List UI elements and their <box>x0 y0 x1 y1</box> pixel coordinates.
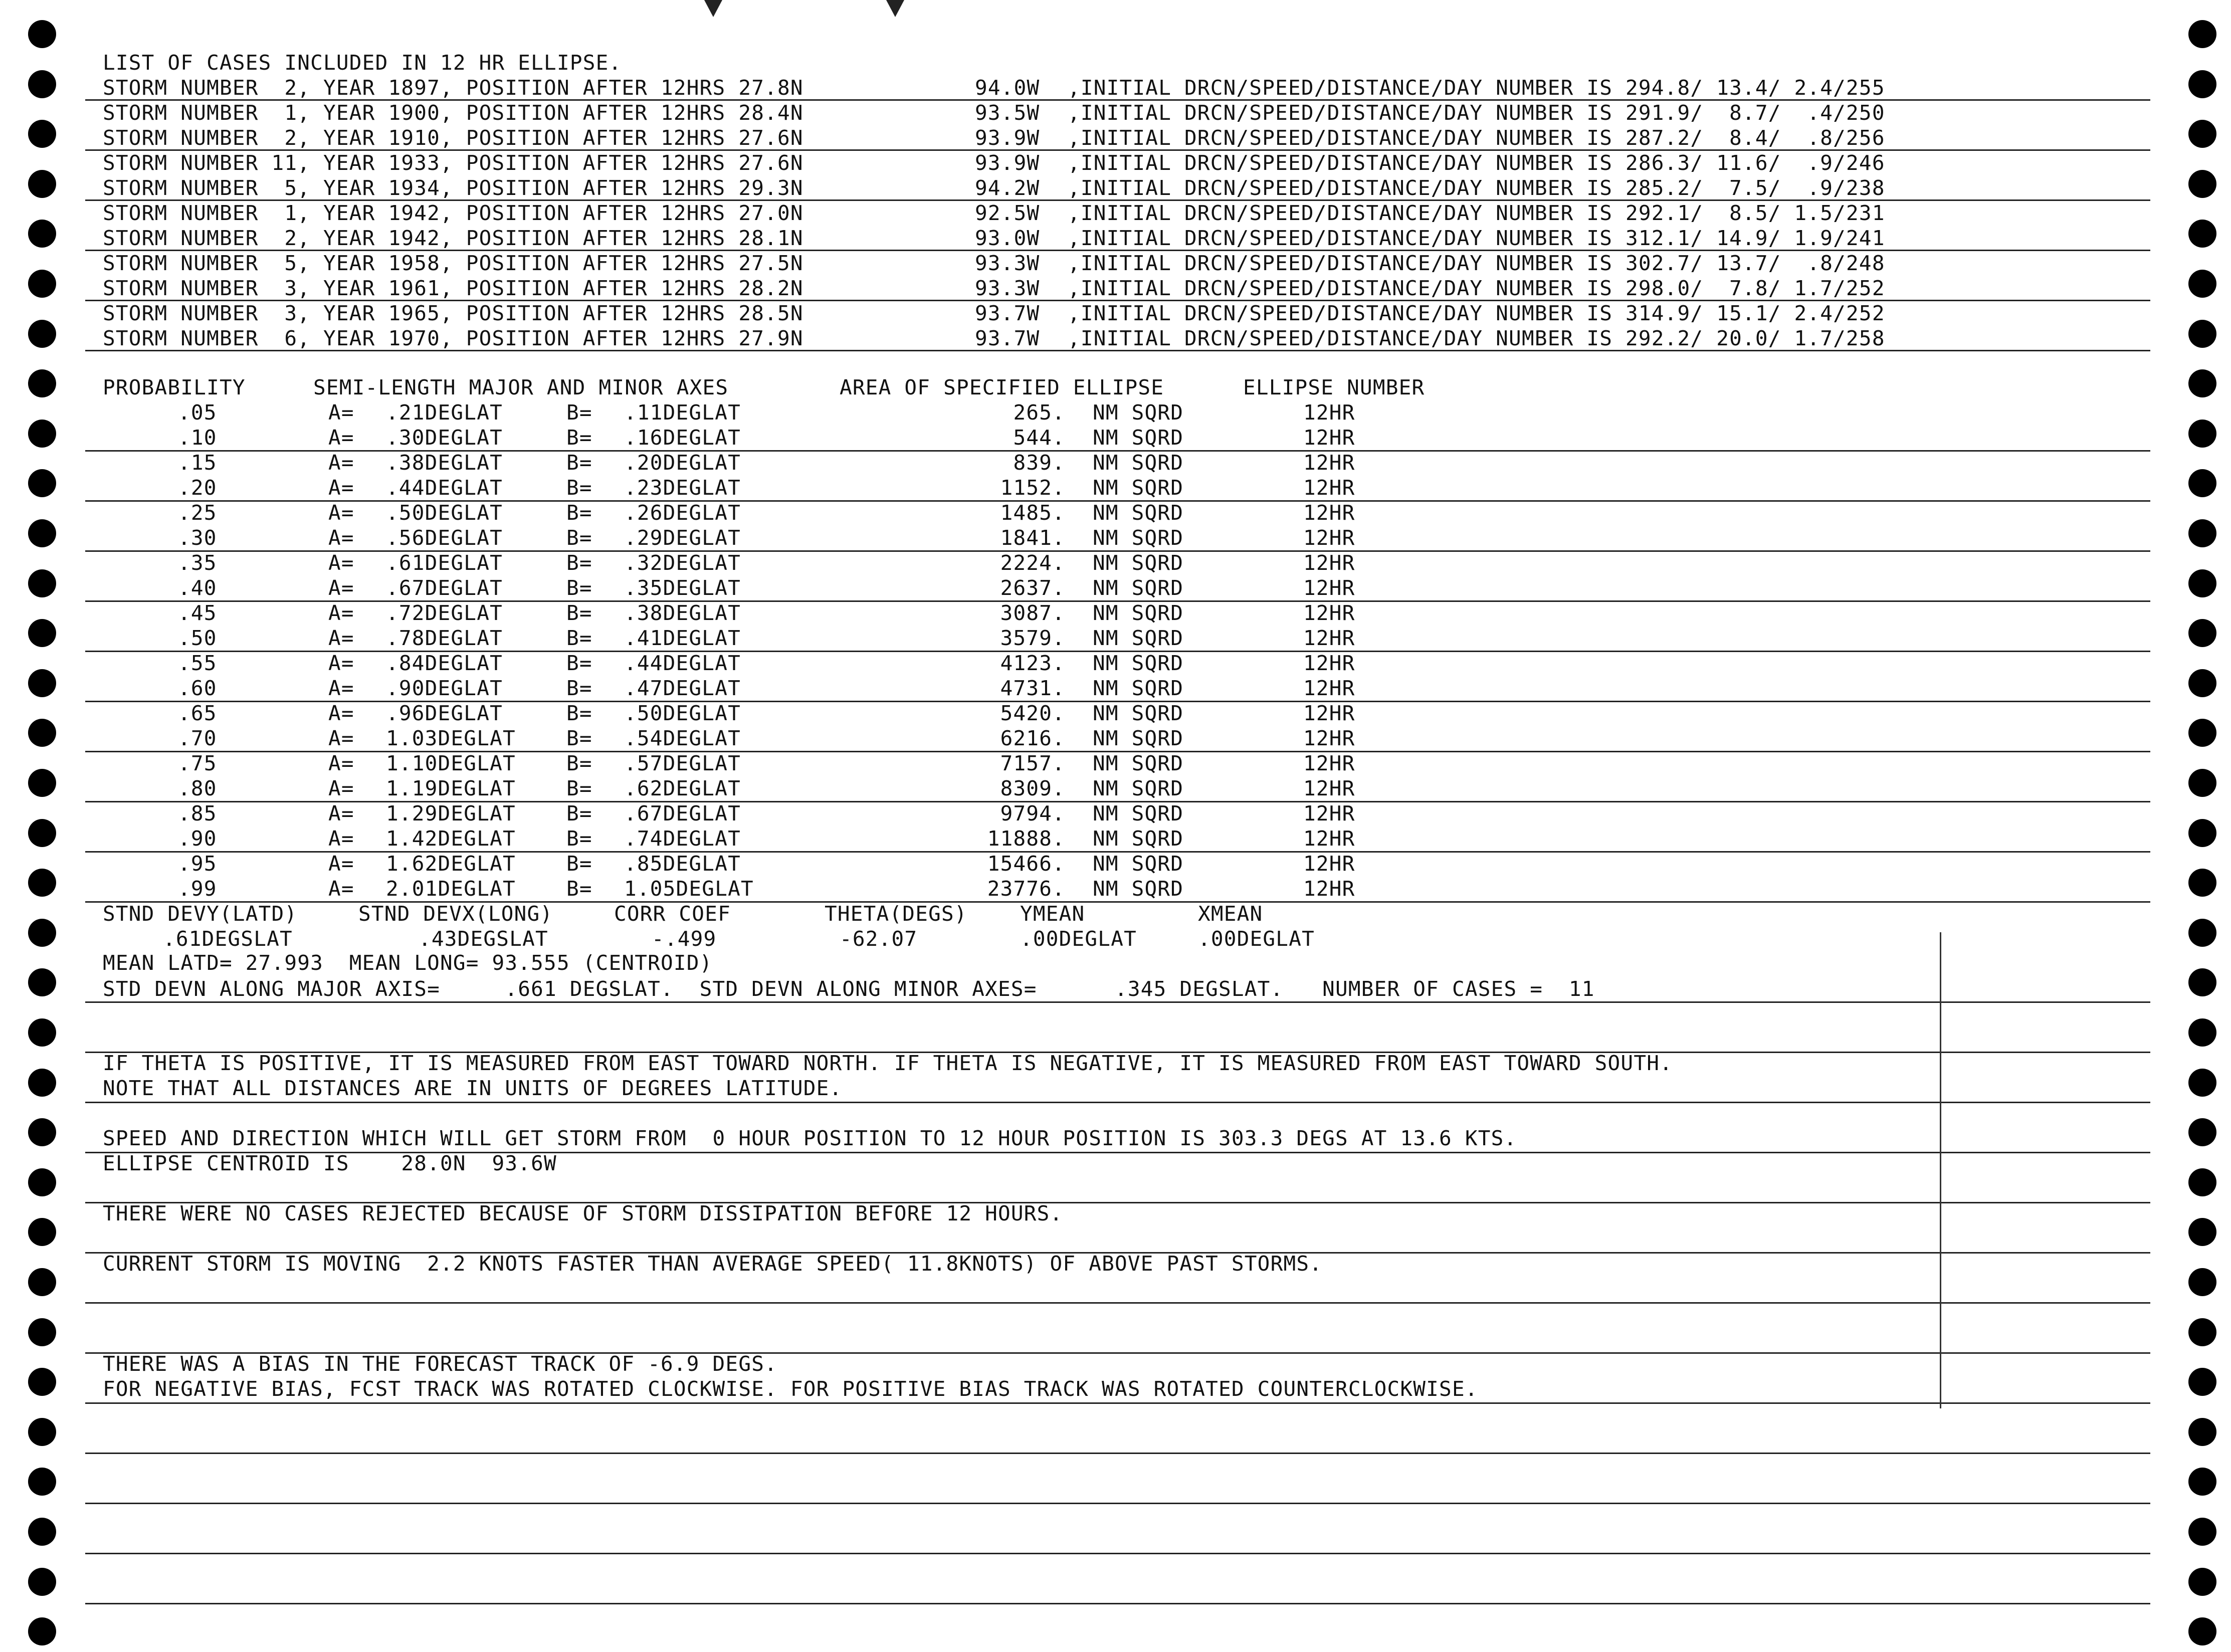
ellipse-number: 12HR <box>1303 751 1355 775</box>
storm-longitude: 93.3W <box>975 276 1040 300</box>
prob-value: .80 <box>178 776 217 800</box>
a-value: .96DEGLAT <box>386 701 503 725</box>
area-unit: NM SQRD <box>1093 877 1184 901</box>
prob-value: .45 <box>178 601 217 625</box>
storm-longitude: 93.9W <box>975 126 1040 150</box>
area-unit: NM SQRD <box>1093 526 1184 550</box>
ellipse-number: 12HR <box>1303 801 1355 825</box>
a-label: A= <box>328 852 354 876</box>
prob-value: .95 <box>178 852 217 876</box>
area-value: 23776. <box>987 877 1065 901</box>
stats-value-ymean: .00DEGLAT <box>1020 927 1137 951</box>
tractor-hole <box>28 1118 56 1146</box>
b-label: B= <box>566 701 592 725</box>
b-value: .54DEGLAT <box>624 726 741 750</box>
prob-value: .85 <box>178 801 217 825</box>
storm-initial-motion: ,INITIAL DRCN/SPEED/DISTANCE/DAY NUMBER IS 291.9/ 8.7/ .4/250 <box>1068 101 1885 125</box>
ruled-line <box>85 1503 2150 1504</box>
a-label: A= <box>328 601 354 625</box>
storm-initial-motion: ,INITIAL DRCN/SPEED/DISTANCE/DAY NUMBER IS 292.2/ 20.0/ 1.7/258 <box>1068 326 1885 350</box>
tractor-hole <box>2188 70 2216 98</box>
area-value: 544. <box>1013 426 1065 450</box>
area-unit: NM SQRD <box>1093 400 1184 425</box>
storm-position: STORM NUMBER 1, YEAR 1900, POSITION AFTER 12HRS 28.4N <box>103 101 803 125</box>
b-label: B= <box>566 551 592 575</box>
header-axes: SEMI-LENGTH MAJOR AND MINOR AXES <box>313 375 729 399</box>
a-value: .67DEGLAT <box>386 576 503 600</box>
area-unit: NM SQRD <box>1093 751 1184 775</box>
storm-position: STORM NUMBER 3, YEAR 1965, POSITION AFTER 12HRS 28.5N <box>103 301 803 325</box>
a-value: .90DEGLAT <box>386 676 503 700</box>
storm-longitude: 93.0W <box>975 226 1040 250</box>
b-value: .11DEGLAT <box>624 400 741 425</box>
ellipse-number: 12HR <box>1303 400 1355 425</box>
tractor-hole <box>28 270 56 298</box>
tractor-hole <box>28 1069 56 1097</box>
stats-header-xmean: XMEAN <box>1198 902 1263 926</box>
prob-value: .25 <box>178 501 217 525</box>
area-value: 6216. <box>1000 726 1065 750</box>
tractor-hole <box>2188 20 2216 48</box>
a-label: A= <box>328 526 354 550</box>
tractor-hole <box>2188 1069 2216 1097</box>
list-title: LIST OF CASES INCLUDED IN 12 HR ELLIPSE. <box>103 51 622 75</box>
ruled-line <box>85 1402 2150 1404</box>
storm-longitude: 93.7W <box>975 326 1040 350</box>
ellipse-number: 12HR <box>1303 726 1355 750</box>
area-unit: NM SQRD <box>1093 827 1184 851</box>
tractor-hole <box>2188 270 2216 298</box>
area-value: 11888. <box>987 827 1065 851</box>
tractor-hole <box>28 968 56 996</box>
a-value: 1.29DEGLAT <box>386 801 516 825</box>
a-value: 1.19DEGLAT <box>386 776 516 800</box>
area-value: 5420. <box>1000 701 1065 725</box>
stats-value-corr: -.499 <box>652 927 717 951</box>
storm-initial-motion: ,INITIAL DRCN/SPEED/DISTANCE/DAY NUMBER IS 285.2/ 7.5/ .9/238 <box>1068 176 1885 200</box>
prob-value: .75 <box>178 751 217 775</box>
storm-initial-motion: ,INITIAL DRCN/SPEED/DISTANCE/DAY NUMBER IS 292.1/ 8.5/ 1.5/231 <box>1068 201 1885 225</box>
area-unit: NM SQRD <box>1093 476 1184 500</box>
prob-value: .30 <box>178 526 217 550</box>
a-value: .38DEGLAT <box>386 451 503 475</box>
tractor-hole <box>2188 968 2216 996</box>
b-value: .41DEGLAT <box>624 626 741 650</box>
storm-initial-motion: ,INITIAL DRCN/SPEED/DISTANCE/DAY NUMBER IS 294.8/ 13.4/ 2.4/255 <box>1068 76 1885 100</box>
tractor-hole <box>2188 519 2216 547</box>
b-value: .74DEGLAT <box>624 827 741 851</box>
a-label: A= <box>328 476 354 500</box>
a-value: .78DEGLAT <box>386 626 503 650</box>
ruled-line <box>85 1001 2150 1003</box>
ellipse-number: 12HR <box>1303 501 1355 525</box>
tractor-hole <box>28 669 56 697</box>
tractor-hole <box>28 320 56 348</box>
a-value: 1.42DEGLAT <box>386 827 516 851</box>
tractor-hole <box>28 1568 56 1596</box>
area-value: 839. <box>1013 451 1065 475</box>
tractor-hole <box>2188 120 2216 148</box>
stats-header-theta: THETA(DEGS) <box>825 902 967 926</box>
storm-position: STORM NUMBER 3, YEAR 1961, POSITION AFTER 12HRS 28.2N <box>103 276 803 300</box>
a-label: A= <box>328 776 354 800</box>
b-label: B= <box>566 751 592 775</box>
tractor-hole <box>2188 1418 2216 1446</box>
b-label: B= <box>566 801 592 825</box>
theta-note: IF THETA IS POSITIVE, IT IS MEASURED FROM EAST TOWARD NORTH. IF THETA IS NEGATIVE, IT IS MEASURED FROM EAST TOWARD SOUTH. <box>103 1051 1673 1075</box>
tractor-hole <box>28 369 56 397</box>
area-unit: NM SQRD <box>1093 451 1184 475</box>
prob-value: .40 <box>178 576 217 600</box>
area-unit: NM SQRD <box>1093 701 1184 725</box>
tractor-hole <box>28 619 56 647</box>
stats-header-corr: CORR COEF <box>614 902 731 926</box>
stats-header-devx: STND DEVX(LONG) <box>358 902 553 926</box>
a-label: A= <box>328 651 354 675</box>
stats-value-devx: .43DEGSLAT <box>419 927 548 951</box>
ellipse-number: 12HR <box>1303 651 1355 675</box>
header-probability: PROBABILITY <box>103 375 246 399</box>
prob-value: .70 <box>178 726 217 750</box>
b-value: .62DEGLAT <box>624 776 741 800</box>
storm-longitude: 92.5W <box>975 201 1040 225</box>
tractor-hole <box>28 170 56 198</box>
storm-initial-motion: ,INITIAL DRCN/SPEED/DISTANCE/DAY NUMBER IS 287.2/ 8.4/ .8/256 <box>1068 126 1885 150</box>
area-value: 7157. <box>1000 751 1065 775</box>
stats-header-devy: STND DEVY(LATD) <box>103 902 298 926</box>
tractor-hole <box>28 1168 56 1196</box>
area-unit: NM SQRD <box>1093 801 1184 825</box>
tractor-hole <box>28 1368 56 1396</box>
b-value: .50DEGLAT <box>624 701 741 725</box>
a-label: A= <box>328 576 354 600</box>
rejected-cases-line: THERE WERE NO CASES REJECTED BECAUSE OF STORM DISSIPATION BEFORE 12 HOURS. <box>103 1201 1063 1225</box>
bias-note: FOR NEGATIVE BIAS, FCST TRACK WAS ROTATED CLOCKWISE. FOR POSITIVE BIAS TRACK WAS ROTATED COUNTERCLOCKWISE. <box>103 1377 1478 1401</box>
b-label: B= <box>566 426 592 450</box>
area-value: 3087. <box>1000 601 1065 625</box>
tractor-hole <box>2188 320 2216 348</box>
stats-value-xmean: .00DEGLAT <box>1198 927 1315 951</box>
a-label: A= <box>328 827 354 851</box>
area-value: 265. <box>1013 400 1065 425</box>
prob-value: .60 <box>178 676 217 700</box>
tractor-hole <box>28 469 56 497</box>
a-label: A= <box>328 801 354 825</box>
b-label: B= <box>566 651 592 675</box>
storm-initial-motion: ,INITIAL DRCN/SPEED/DISTANCE/DAY NUMBER IS 314.9/ 15.1/ 2.4/252 <box>1068 301 1885 325</box>
tractor-hole <box>2188 469 2216 497</box>
storm-longitude: 94.0W <box>975 76 1040 100</box>
a-value: .50DEGLAT <box>386 501 503 525</box>
a-value: .30DEGLAT <box>386 426 503 450</box>
area-value: 8309. <box>1000 776 1065 800</box>
a-label: A= <box>328 501 354 525</box>
b-label: B= <box>566 776 592 800</box>
a-label: A= <box>328 626 354 650</box>
a-label: A= <box>328 877 354 901</box>
b-label: B= <box>566 601 592 625</box>
prob-value: .99 <box>178 877 217 901</box>
b-value: .32DEGLAT <box>624 551 741 575</box>
a-value: .61DEGLAT <box>386 551 503 575</box>
tractor-hole <box>28 1018 56 1047</box>
header-ellipse-number: ELLIPSE NUMBER <box>1243 375 1425 399</box>
tractor-hole <box>2188 819 2216 847</box>
area-value: 4731. <box>1000 676 1065 700</box>
tractor-hole <box>28 1418 56 1446</box>
prob-value: .15 <box>178 451 217 475</box>
tractor-hole <box>2188 619 2216 647</box>
area-unit: NM SQRD <box>1093 576 1184 600</box>
ellipse-number: 12HR <box>1303 827 1355 851</box>
tractor-hole <box>28 1218 56 1246</box>
ellipse-number: 12HR <box>1303 877 1355 901</box>
b-value: .67DEGLAT <box>624 801 741 825</box>
b-value: .29DEGLAT <box>624 526 741 550</box>
b-label: B= <box>566 501 592 525</box>
mean-position-line: MEAN LATD= 27.993 MEAN LONG= 93.555 (CENTROID) <box>103 951 713 975</box>
tractor-hole <box>2188 1617 2216 1645</box>
tractor-hole <box>28 819 56 847</box>
tractor-hole <box>2188 1318 2216 1346</box>
a-value: .84DEGLAT <box>386 651 503 675</box>
area-value: 4123. <box>1000 651 1065 675</box>
tractor-hole <box>28 20 56 48</box>
std-devn-line: STD DEVN ALONG MAJOR AXIS= .661 DEGSLAT. STD DEVN ALONG MINOR AXES= .345 DEGSLAT. NUMBER OF CASES = 11 <box>103 977 1595 1001</box>
area-unit: NM SQRD <box>1093 601 1184 625</box>
ruled-line <box>85 1302 2150 1304</box>
storm-position: STORM NUMBER 2, YEAR 1942, POSITION AFTER 12HRS 28.1N <box>103 226 803 250</box>
tractor-hole <box>2188 1518 2216 1546</box>
a-value: .44DEGLAT <box>386 476 503 500</box>
area-unit: NM SQRD <box>1093 651 1184 675</box>
ruled-line <box>85 1453 2150 1454</box>
a-value: .72DEGLAT <box>386 601 503 625</box>
tractor-hole <box>2188 769 2216 797</box>
storm-position: STORM NUMBER 2, YEAR 1897, POSITION AFTER 12HRS 27.8N <box>103 76 803 100</box>
tractor-hole <box>2188 1268 2216 1296</box>
area-value: 1152. <box>1000 476 1065 500</box>
tractor-hole <box>28 1518 56 1546</box>
tractor-hole <box>28 1268 56 1296</box>
tractor-hole <box>2188 1018 2216 1047</box>
a-label: A= <box>328 400 354 425</box>
a-value: .21DEGLAT <box>386 400 503 425</box>
prob-value: .05 <box>178 400 217 425</box>
area-unit: NM SQRD <box>1093 551 1184 575</box>
b-value: .23DEGLAT <box>624 476 741 500</box>
tear-mark <box>886 0 904 17</box>
storm-longitude: 93.3W <box>975 251 1040 275</box>
tractor-hole <box>28 769 56 797</box>
storm-longitude: 93.9W <box>975 151 1040 175</box>
prob-value: .35 <box>178 551 217 575</box>
tractor-hole <box>28 869 56 897</box>
tractor-hole <box>2188 420 2216 448</box>
tractor-hole <box>2188 170 2216 198</box>
a-label: A= <box>328 426 354 450</box>
bias-line: THERE WAS A BIAS IN THE FORECAST TRACK OF -6.9 DEGS. <box>103 1352 777 1376</box>
b-value: .20DEGLAT <box>624 451 741 475</box>
storm-initial-motion: ,INITIAL DRCN/SPEED/DISTANCE/DAY NUMBER IS 312.1/ 14.9/ 1.9/241 <box>1068 226 1885 250</box>
tractor-hole <box>2188 1568 2216 1596</box>
area-value: 3579. <box>1000 626 1065 650</box>
area-unit: NM SQRD <box>1093 676 1184 700</box>
stats-value-theta: -62.07 <box>840 927 918 951</box>
b-label: B= <box>566 877 592 901</box>
tractor-hole <box>2188 919 2216 947</box>
tractor-hole <box>28 1468 56 1496</box>
b-label: B= <box>566 676 592 700</box>
storm-position: STORM NUMBER 2, YEAR 1910, POSITION AFTER 12HRS 27.6N <box>103 126 803 150</box>
a-value: .56DEGLAT <box>386 526 503 550</box>
tractor-hole <box>28 420 56 448</box>
tractor-hole <box>2188 1118 2216 1146</box>
b-label: B= <box>566 827 592 851</box>
b-label: B= <box>566 576 592 600</box>
tractor-hole <box>28 1617 56 1645</box>
area-unit: NM SQRD <box>1093 726 1184 750</box>
tractor-hole <box>2188 719 2216 747</box>
b-value: .35DEGLAT <box>624 576 741 600</box>
area-unit: NM SQRD <box>1093 852 1184 876</box>
area-unit: NM SQRD <box>1093 501 1184 525</box>
area-value: 2224. <box>1000 551 1065 575</box>
area-value: 1841. <box>1000 526 1065 550</box>
tractor-hole <box>28 70 56 98</box>
tractor-hole <box>2188 220 2216 248</box>
tractor-hole <box>2188 369 2216 397</box>
ellipse-number: 12HR <box>1303 601 1355 625</box>
margin-line <box>1940 932 1941 1408</box>
prob-value: .10 <box>178 426 217 450</box>
tractor-hole <box>2188 569 2216 597</box>
ellipse-centroid-line: ELLIPSE CENTROID IS 28.0N 93.6W <box>103 1151 557 1175</box>
tractor-hole <box>28 719 56 747</box>
ellipse-number: 12HR <box>1303 451 1355 475</box>
stats-header-ymean: YMEAN <box>1020 902 1085 926</box>
a-label: A= <box>328 451 354 475</box>
tractor-hole <box>2188 1368 2216 1396</box>
tractor-hole <box>2188 1218 2216 1246</box>
b-label: B= <box>566 451 592 475</box>
storm-position: STORM NUMBER 1, YEAR 1942, POSITION AFTER 12HRS 27.0N <box>103 201 803 225</box>
ellipse-number: 12HR <box>1303 526 1355 550</box>
a-value: 1.62DEGLAT <box>386 852 516 876</box>
tractor-hole <box>28 919 56 947</box>
header-area: AREA OF SPECIFIED ELLIPSE <box>840 375 1164 399</box>
ellipse-number: 12HR <box>1303 701 1355 725</box>
b-value: .44DEGLAT <box>624 651 741 675</box>
storm-position: STORM NUMBER 5, YEAR 1934, POSITION AFTER 12HRS 29.3N <box>103 176 803 200</box>
tractor-hole <box>28 519 56 547</box>
tractor-hole <box>28 1318 56 1346</box>
a-label: A= <box>328 751 354 775</box>
a-value: 1.03DEGLAT <box>386 726 516 750</box>
ellipse-number: 12HR <box>1303 852 1355 876</box>
storm-position: STORM NUMBER 11, YEAR 1933, POSITION AFTER 12HRS 27.6N <box>103 151 803 175</box>
b-value: .16DEGLAT <box>624 426 741 450</box>
area-value: 2637. <box>1000 576 1065 600</box>
ellipse-number: 12HR <box>1303 676 1355 700</box>
tractor-hole <box>2188 1468 2216 1496</box>
ruled-line <box>85 1603 2150 1604</box>
a-value: 1.10DEGLAT <box>386 751 516 775</box>
b-value: .57DEGLAT <box>624 751 741 775</box>
stats-value-devy: .61DEGSLAT <box>163 927 293 951</box>
b-value: .26DEGLAT <box>624 501 741 525</box>
a-label: A= <box>328 551 354 575</box>
ellipse-number: 12HR <box>1303 426 1355 450</box>
tractor-hole <box>2188 1168 2216 1196</box>
storm-initial-motion: ,INITIAL DRCN/SPEED/DISTANCE/DAY NUMBER IS 298.0/ 7.8/ 1.7/252 <box>1068 276 1885 300</box>
b-label: B= <box>566 626 592 650</box>
a-label: A= <box>328 701 354 725</box>
ellipse-number: 12HR <box>1303 576 1355 600</box>
b-label: B= <box>566 726 592 750</box>
b-label: B= <box>566 476 592 500</box>
tear-mark <box>704 0 722 17</box>
prob-value: .20 <box>178 476 217 500</box>
area-unit: NM SQRD <box>1093 776 1184 800</box>
distance-note: NOTE THAT ALL DISTANCES ARE IN UNITS OF DEGREES LATITUDE. <box>103 1076 843 1100</box>
area-unit: NM SQRD <box>1093 626 1184 650</box>
tractor-hole <box>28 220 56 248</box>
a-value: 2.01DEGLAT <box>386 877 516 901</box>
prob-value: .55 <box>178 651 217 675</box>
a-label: A= <box>328 676 354 700</box>
area-unit: NM SQRD <box>1093 426 1184 450</box>
current-storm-line: CURRENT STORM IS MOVING 2.2 KNOTS FASTER THAN AVERAGE SPEED( 11.8KNOTS) OF ABOVE PAST STORMS. <box>103 1252 1323 1276</box>
storm-longitude: 94.2W <box>975 176 1040 200</box>
storm-longitude: 93.7W <box>975 301 1040 325</box>
tractor-hole <box>28 569 56 597</box>
prob-value: .65 <box>178 701 217 725</box>
area-value: 15466. <box>987 852 1065 876</box>
b-value: .47DEGLAT <box>624 676 741 700</box>
b-value: .38DEGLAT <box>624 601 741 625</box>
ellipse-number: 12HR <box>1303 776 1355 800</box>
storm-initial-motion: ,INITIAL DRCN/SPEED/DISTANCE/DAY NUMBER IS 286.3/ 11.6/ .9/246 <box>1068 151 1885 175</box>
prob-value: .50 <box>178 626 217 650</box>
ellipse-number: 12HR <box>1303 476 1355 500</box>
prob-value: .90 <box>178 827 217 851</box>
tractor-hole <box>2188 669 2216 697</box>
tractor-hole <box>28 120 56 148</box>
b-label: B= <box>566 852 592 876</box>
area-value: 9794. <box>1000 801 1065 825</box>
b-label: B= <box>566 400 592 425</box>
tractor-hole <box>2188 869 2216 897</box>
storm-longitude: 93.5W <box>975 101 1040 125</box>
ruled-line <box>85 1102 2150 1103</box>
b-value: .85DEGLAT <box>624 852 741 876</box>
area-value: 1485. <box>1000 501 1065 525</box>
storm-position: STORM NUMBER 5, YEAR 1958, POSITION AFTER 12HRS 27.5N <box>103 251 803 275</box>
storm-initial-motion: ,INITIAL DRCN/SPEED/DISTANCE/DAY NUMBER IS 302.7/ 13.7/ .8/248 <box>1068 251 1885 275</box>
b-label: B= <box>566 526 592 550</box>
a-label: A= <box>328 726 354 750</box>
ruled-line <box>85 1553 2150 1554</box>
ellipse-number: 12HR <box>1303 551 1355 575</box>
ellipse-number: 12HR <box>1303 626 1355 650</box>
speed-direction-line: SPEED AND DIRECTION WHICH WILL GET STORM FROM 0 HOUR POSITION TO 12 HOUR POSITION IS 303.3 DEGS AT 13.6 KTS. <box>103 1126 1517 1150</box>
b-value: 1.05DEGLAT <box>624 877 754 901</box>
storm-position: STORM NUMBER 6, YEAR 1970, POSITION AFTER 12HRS 27.9N <box>103 326 803 350</box>
